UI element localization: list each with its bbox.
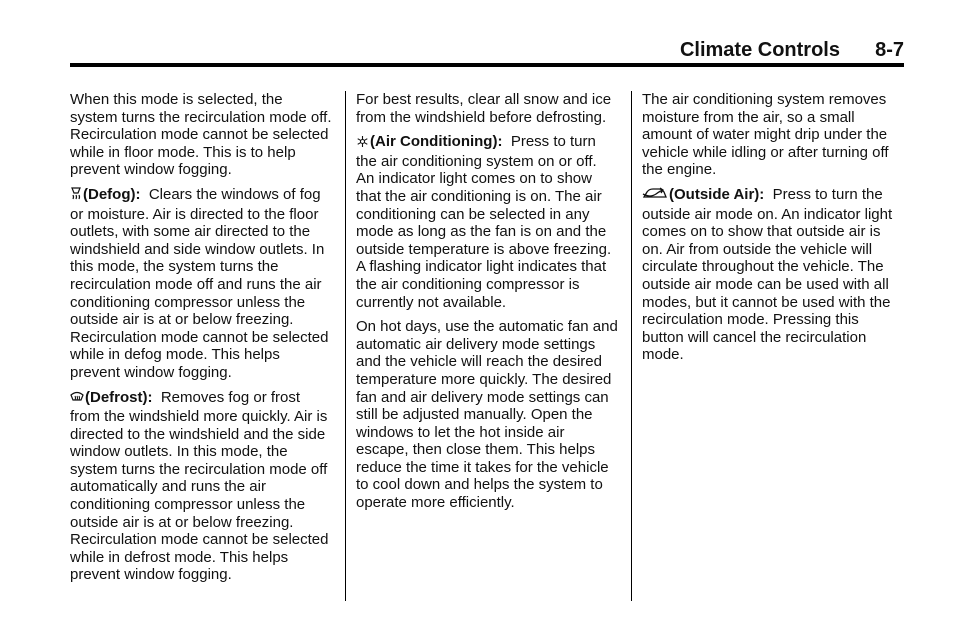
defrost-icon (70, 390, 84, 409)
paragraph-recirculation-note: When this mode is selected, the system turns the recirculation mode off. Recirculation mode cannot be selected while in floor mode. This is to help prevent window fogging. (70, 91, 332, 179)
paragraph-defog (70, 186, 332, 382)
paragraph-defrost (70, 389, 332, 585)
column-2 (356, 91, 618, 519)
outside-air-icon (642, 186, 668, 206)
defrost-text: Removes fog or frost from the windshield more quickly. Air is directed to the windshield and the side window outlets. In this mode, the system turns the recirculation mode off automatically and runs the air conditioning compressor unless the outside air is at or below freezing. Recirculation mode cannot be selected while in defrost mode. This helps prevent window fogging. (70, 388, 329, 584)
header-rule (70, 63, 904, 67)
column-divider-1 (345, 91, 346, 601)
outside-air-text: Press to turn the outside air mode on. An indicator light comes on to show that outside air is on. Air from outside the vehicle will circulate throughout the vehicle. The outside air mode can be used with all modes, but it cannot be used with the recirculation mode. Pressing this button will cancel the recirculation mode. (642, 185, 893, 364)
page-header (70, 37, 904, 63)
column-3 (642, 91, 904, 371)
defrost-label: (Defrost): (85, 388, 153, 406)
air-conditioning-label: (Air Conditioning): (370, 133, 503, 151)
column-1 (70, 91, 332, 591)
defog-label: (Defog): (83, 185, 141, 203)
defog-text: Clears the windows of fog or moisture. Air is directed to the floor outlets, with some air directed to the windshield and side window outlets. In this mode, the system turns the recirculation mode off and runs the air conditioning compressor unless the outside air is at or below freezing. Recirculation mode cannot be selected while in defog mode. This helps prevent window fogging. (70, 185, 329, 381)
paragraph-outside-air (642, 186, 904, 364)
paragraph-hot-days: On hot days, use the automatic fan and automatic air delivery mode settings and the vehicle will reach the desired temperature more quickly. The desired fan and air delivery mode settings can still be adjusted manually. Open the windows to let the hot inside air escape, then close them. This helps reduce the time it takes for the vehicle to cool down and helps the system to operate more efficiently. (356, 318, 618, 512)
paragraph-air-conditioning (356, 133, 618, 311)
air-conditioning-icon (356, 135, 369, 153)
air-conditioning-text: Press to turn the air conditioning system on or off. An indicator light comes on to show that the air conditioning is on. The air conditioning can be selected in any mode as long as the fan is on and the outside temperature is above freezing. A flashing indicator light indicates that the air conditioning compressor is currently not available. (356, 133, 612, 311)
column-divider-2 (631, 91, 632, 601)
section-title: Climate Controls (679, 39, 840, 61)
outside-air-label: (Outside Air): (669, 185, 765, 203)
paragraph-defrost-tip: For best results, clear all snow and ice from the windshield before defrosting. (356, 91, 612, 126)
paragraph-moisture: The air conditioning system removes moisture from the air, so a small amount of water might drip under the vehicle while idling or after turning off the engine. (642, 91, 889, 179)
page-number: 8-7 (875, 39, 904, 61)
defog-icon (70, 187, 82, 206)
